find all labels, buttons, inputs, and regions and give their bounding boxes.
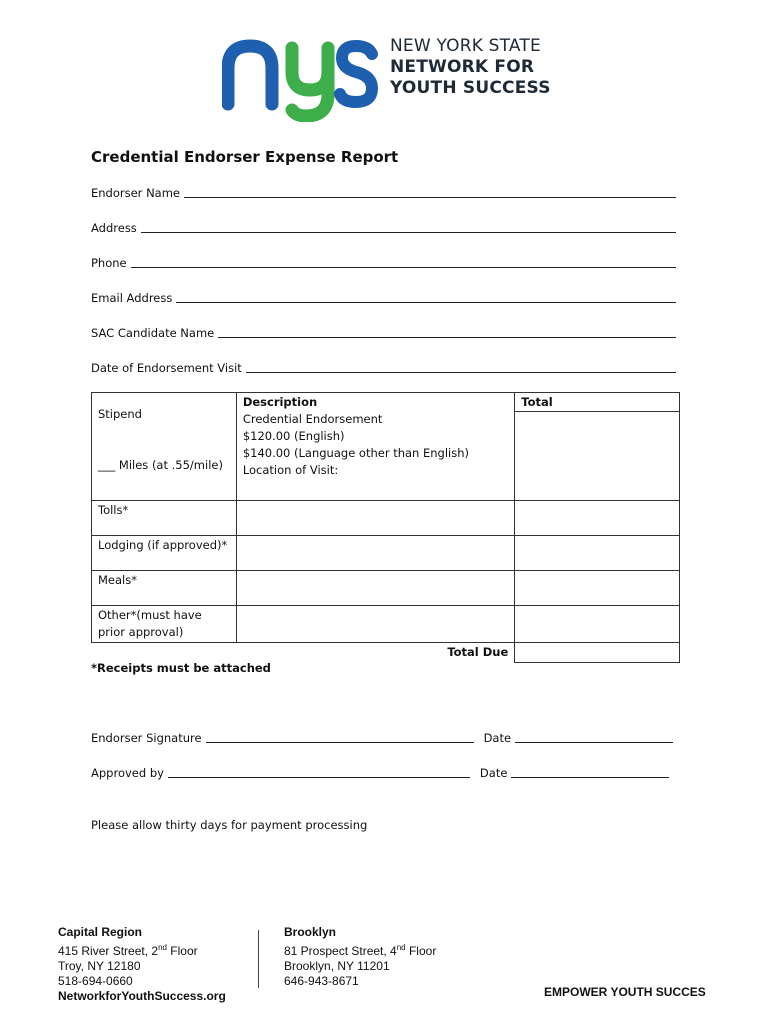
address-label: Address: [91, 221, 137, 235]
capital-region-address: [58, 925, 226, 1004]
brooklyn-street: 81 Prospect Street, 4nd Floor: [284, 943, 437, 958]
meals-description-cell[interactable]: [236, 571, 514, 606]
capital-heading: Capital Region: [58, 925, 143, 939]
lodging-total-cell[interactable]: [515, 536, 680, 571]
other-description-cell[interactable]: [236, 606, 514, 643]
expense-table: [91, 392, 680, 663]
endorser-name-label: Endorser Name: [91, 186, 180, 200]
phone-label: Phone: [91, 256, 127, 270]
nys-logo-mark: [222, 32, 380, 122]
website-link[interactable]: NetworkforYouthSuccess.org: [58, 989, 226, 1003]
other-label-line: Other*(must have: [98, 608, 202, 622]
endorser-signature-line[interactable]: [206, 733, 474, 743]
stipend-desc-line: $140.00 (Language other than English): [242, 446, 470, 460]
table-row: [92, 571, 680, 606]
table-row: [92, 606, 680, 643]
phone-line[interactable]: [131, 258, 676, 268]
stipend-description-cell: [236, 393, 514, 501]
logo-line-1: NEW YORK STATE: [390, 36, 541, 56]
sac-candidate-label: SAC Candidate Name: [91, 326, 215, 340]
tagline: EMPOWER YOUTH SUCCES: [544, 985, 706, 999]
tolls-label: Tolls*: [92, 501, 237, 536]
email-line[interactable]: [176, 293, 676, 303]
brooklyn-phone: 646-943-8671: [284, 974, 359, 988]
logo-line-2: NETWORK FOR: [390, 57, 535, 77]
endorser-name-line[interactable]: [184, 188, 676, 198]
visit-date-label: Date of Endorsement Visit: [91, 361, 242, 375]
total-due-cell[interactable]: [515, 643, 680, 663]
stipend-label: Stipend: [98, 407, 142, 421]
processing-note: Please allow thirty days for payment processing: [91, 818, 368, 832]
table-row: [92, 643, 680, 663]
address-line[interactable]: [141, 223, 676, 233]
table-row: [92, 393, 680, 501]
approved-by-row: [91, 766, 669, 780]
total-header: Total: [515, 393, 679, 412]
stipend-desc-line: $120.00 (English): [242, 429, 345, 443]
signature-date-line[interactable]: [515, 733, 673, 743]
empty-cell: [92, 643, 237, 663]
sac-candidate-line[interactable]: [218, 328, 676, 338]
other-label-cell: [92, 606, 237, 643]
total-due-label: Total Due: [236, 643, 514, 663]
logo-wordmark: [390, 36, 551, 99]
capital-phone: 518-694-0660: [58, 974, 133, 988]
visit-date-line[interactable]: [246, 363, 676, 373]
form-title: Credential Endorser Expense Report: [91, 148, 399, 166]
approval-date-line[interactable]: [511, 768, 669, 778]
description-header: Description: [242, 395, 318, 409]
miles-label: ___ Miles (at .55/mile): [98, 458, 223, 472]
other-label-line: prior approval): [98, 625, 184, 639]
approved-by-line[interactable]: [168, 768, 470, 778]
date-label: Date: [483, 731, 512, 745]
approved-by-label: Approved by: [91, 766, 164, 780]
footer-divider: [258, 930, 259, 988]
organization-logo: [222, 32, 552, 122]
endorser-name-field[interactable]: [91, 186, 676, 200]
address-field[interactable]: [91, 221, 676, 235]
brooklyn-heading: Brooklyn: [284, 925, 337, 939]
visit-date-field[interactable]: [91, 361, 676, 375]
tolls-description-cell[interactable]: [236, 501, 514, 536]
endorser-signature-row: [91, 731, 673, 745]
brooklyn-city: Brooklyn, NY 11201: [284, 959, 390, 973]
total-column-cell[interactable]: [515, 393, 680, 501]
table-row: [92, 536, 680, 571]
endorser-signature-label: Endorser Signature: [91, 731, 202, 745]
capital-street: 415 River Street, 2nd Floor: [58, 943, 198, 958]
phone-field[interactable]: [91, 256, 676, 270]
logo-line-3: YOUTH SUCCESS: [390, 78, 551, 98]
lodging-description-cell[interactable]: [236, 536, 514, 571]
table-row: [92, 501, 680, 536]
sac-candidate-field[interactable]: [91, 326, 676, 340]
tolls-total-cell[interactable]: [515, 501, 680, 536]
stipend-cell: [92, 393, 237, 501]
capital-city: Troy, NY 12180: [58, 959, 141, 973]
brooklyn-address: [284, 925, 436, 989]
meals-total-cell[interactable]: [515, 571, 680, 606]
email-field[interactable]: [91, 291, 676, 305]
receipts-note: *Receipts must be attached: [91, 661, 271, 675]
meals-label: Meals*: [92, 571, 237, 606]
email-label: Email Address: [91, 291, 173, 305]
stipend-desc-line: Credential Endorsement: [242, 412, 383, 426]
location-label: Location of Visit:: [242, 463, 339, 477]
date-label: Date: [479, 766, 508, 780]
lodging-label: Lodging (if approved)*: [92, 536, 237, 571]
other-total-cell[interactable]: [515, 606, 680, 643]
